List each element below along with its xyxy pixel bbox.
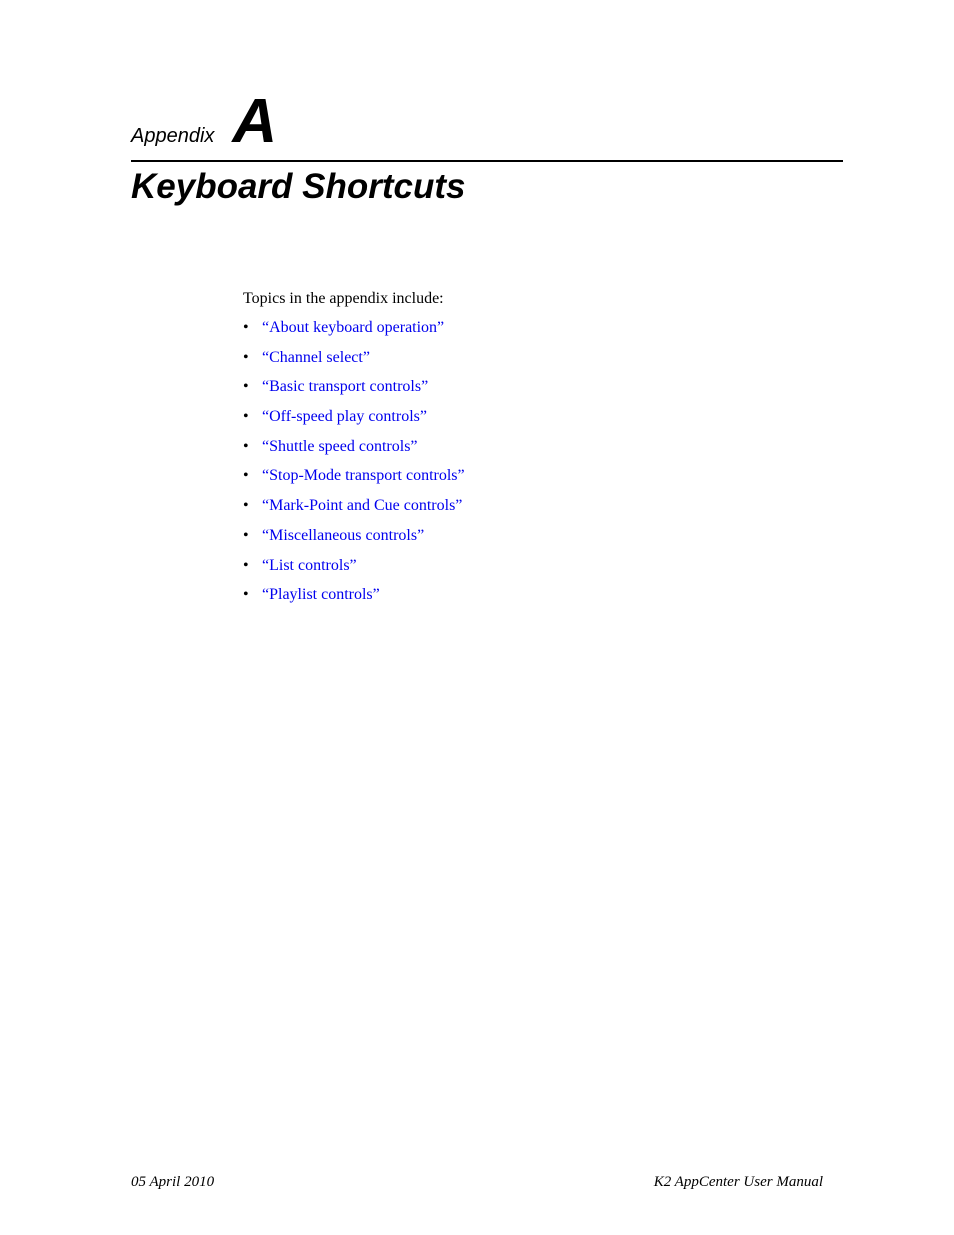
topic-link-mark-point-and-cue-controls[interactable]: “Mark-Point and Cue controls” [262, 497, 463, 515]
bullet-icon: • [243, 556, 249, 574]
list-item [243, 526, 465, 556]
page-title: Keyboard Shortcuts [131, 167, 466, 206]
list-item [243, 585, 465, 615]
appendix-label: Appendix [131, 125, 215, 147]
topic-link-playlist-controls[interactable]: “Playlist controls” [262, 586, 380, 604]
bullet-icon: • [243, 526, 249, 544]
topic-link-off-speed-play-controls[interactable]: “Off-speed play controls” [262, 408, 427, 426]
footer-date: 05 April 2010 [131, 1174, 215, 1190]
footer-manual-title: K2 AppCenter User Manual [653, 1174, 823, 1190]
bullet-icon: • [243, 348, 249, 366]
topic-link-channel-select[interactable]: “Channel select” [262, 348, 370, 366]
list-item [243, 496, 465, 526]
topic-link-stop-mode-transport-controls[interactable]: “Stop-Mode transport controls” [262, 467, 465, 485]
list-item [243, 377, 465, 407]
topic-list [243, 318, 465, 615]
topic-link-shuttle-speed-controls[interactable]: “Shuttle speed controls” [262, 437, 418, 455]
bullet-icon: • [243, 586, 249, 604]
list-item [243, 466, 465, 496]
topic-link-list-controls[interactable]: “List controls” [262, 556, 357, 574]
heading-rule [131, 160, 843, 162]
intro-text: Topics in the appendix include: [243, 290, 444, 307]
list-item [243, 407, 465, 437]
topic-link-miscellaneous-controls[interactable]: “Miscellaneous controls” [262, 526, 425, 544]
topic-link-about-keyboard-operation[interactable]: “About keyboard operation” [262, 319, 445, 336]
bullet-icon: • [243, 319, 249, 336]
topic-link-basic-transport-controls[interactable]: “Basic transport controls” [262, 378, 429, 396]
bullet-icon: • [243, 408, 249, 426]
list-item [243, 318, 465, 348]
list-item [243, 437, 465, 467]
appendix-heading [131, 87, 278, 156]
bullet-icon: • [243, 378, 249, 396]
list-item [243, 556, 465, 586]
bullet-icon: • [243, 497, 249, 515]
bullet-icon: • [243, 437, 249, 455]
bullet-icon: • [243, 467, 249, 485]
list-item [243, 348, 465, 378]
appendix-letter: A [232, 87, 278, 156]
